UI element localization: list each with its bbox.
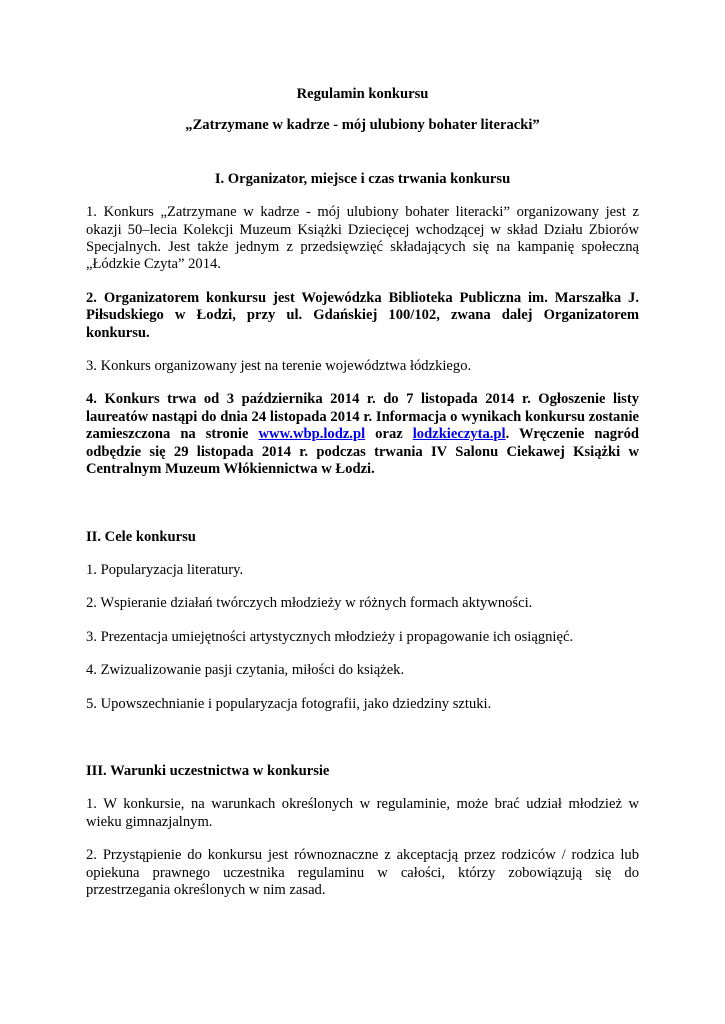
wbp-website-link[interactable]: www.wbp.lodz.pl — [258, 426, 366, 443]
section-1-paragraph-2: 2. Organizatorem konkursu jest Wojewódzka Biblioteka Publiczna im. Marszałka J. Piłsudskiego w Łodzi, przy ul. Gdańskiej 100/102, zwana dalej Organizatorem konkursu. — [86, 289, 639, 341]
section-1-paragraph-1: 1. Konkurs „Zatrzymane w kadrze - mój ulubiony bohater literacki” organizowany jest z okazji 50–lecia Kolekcji Muzeum Książki Dziecięcej wchodzącej w skład Działu Zbiorów Specjalnych. Jest także jednym z przedsięwzięć składających się na kampanię społeczną „Łódzkie Czyta” 2014. — [86, 204, 639, 273]
section-1-paragraph-4 — [86, 391, 639, 478]
spacer — [86, 729, 639, 763]
goal-item: 3. Prezentacja umiejętności artystycznych młodzieży i propagowanie ich osiągnięć. — [86, 628, 574, 645]
paragraph-4-text-b: oraz — [365, 426, 413, 443]
section-1-paragraph-3: 3. Konkurs organizowany jest na terenie województwa łódzkiego. — [86, 358, 472, 375]
section-3-heading: III. Warunki uczestnictwa w konkursie — [86, 762, 330, 779]
goal-item: 1. Popularyzacja literatury. — [86, 561, 244, 578]
section-2-heading: II. Cele konkursu — [86, 528, 196, 545]
goal-item: 5. Upowszechnianie i popularyzacja fotografii, jako dziedziny sztuki. — [86, 695, 492, 712]
section-3-paragraph-2: 2. Przystąpienie do konkursu jest równoznaczne z akceptacją przez rodziców / rodzica lub opiekuna prawnego uczestnika regulaminu w całości, którzy zobowiązują się do przestrzegania określonych w nim zasad. — [86, 847, 639, 898]
spacer — [86, 495, 639, 529]
paragraph-4-text-c: . Wręczenie nagród odbędzie się 29 listopada 2014 r. podczas trwania IV Salonu Ciekawej Książki w Centralnym Muzeum Włókiennictwa w Łodzi. — [86, 426, 639, 478]
section-3-paragraph-1: 1. W konkursie, na warunkach określonych w regulaminie, może brać udział młodzież w wieku gimnazjalnym. — [86, 796, 639, 830]
goal-item: 2. Wspieranie działań twórczych młodzieży w różnych formach aktywności. — [86, 595, 533, 612]
document-subtitle: „Zatrzymane w kadrze - mój ulubiony bohater literacki” — [185, 117, 540, 134]
document-title: Regulamin konkursu — [296, 86, 429, 102]
paragraph-4-text-a: 4. Konkurs trwa od 3 października 2014 r. do 7 listopada 2014 r. Ogłoszenie listy laureatów nastąpi do dnia 24 listopada 2014 r. Informacja o wynikach konkursu zostanie zamieszczona na stronie — [86, 391, 639, 443]
lodzkieczyta-website-link[interactable]: lodzkieczyta.pl — [412, 426, 506, 443]
section-1-heading: I. Organizator, miejsce i czas trwania konkursu — [214, 170, 511, 187]
goal-item: 4. Zwizualizowanie pasji czytania, miłości do książek. — [86, 662, 405, 679]
